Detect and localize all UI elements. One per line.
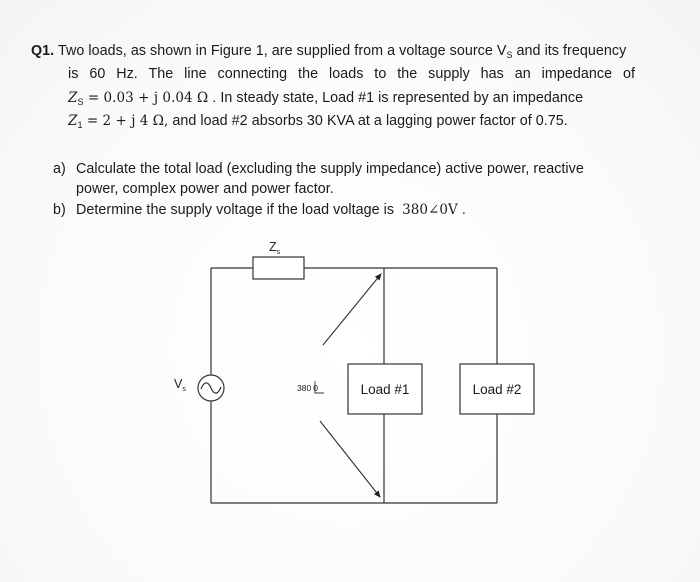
zs-subscript: S bbox=[77, 97, 84, 107]
vs-label: $V_s$ bbox=[174, 377, 186, 393]
voltage-arrow-top bbox=[323, 274, 381, 345]
question-text-1-end: and its frequency bbox=[512, 43, 627, 59]
zs-impedance-box bbox=[253, 257, 304, 279]
part-b-text: Determine the supply voltage if the load voltage is bbox=[76, 202, 395, 218]
part-b-voltage: 380∠0V bbox=[402, 202, 458, 218]
zs-expression: = 0.03 + j 0.04 Ω bbox=[83, 90, 209, 106]
z1-subscript: 1 bbox=[77, 120, 83, 130]
load-voltage-label: 380 0 bbox=[297, 383, 318, 393]
question-number: Q1. bbox=[31, 43, 55, 59]
part-a-label: a) bbox=[53, 161, 66, 177]
zs-label: $Z_s$ bbox=[269, 240, 281, 256]
question-line-2: is 60 Hz. The line connecting the loads to the supply has an impedance of bbox=[68, 66, 635, 82]
part-b-end: . bbox=[457, 202, 466, 218]
part-a-line-2: power, complex power and power factor. bbox=[76, 181, 334, 197]
load1-label: Load #1 bbox=[360, 382, 410, 397]
voltage-arrow-bottom bbox=[320, 421, 380, 497]
part-b-label: b) bbox=[53, 202, 66, 218]
z1-symbol: Z bbox=[68, 113, 78, 129]
vs-subscript: S bbox=[506, 50, 513, 60]
question-text-1: Two loads, as shown in Figure 1, are supplied from a voltage source V bbox=[57, 43, 507, 59]
z1-expression: = 2 + j 4 Ω, bbox=[82, 113, 169, 129]
zs-symbol: Z bbox=[68, 90, 78, 106]
load2-label: Load #2 bbox=[472, 382, 522, 397]
question-text-3: . In steady state, Load #1 is represented by an impedance bbox=[208, 90, 584, 106]
part-a-text-1: Calculate the total load (excluding the supply impedance) active power, reactive bbox=[76, 161, 584, 177]
question-text-4: and load #2 absorbs 30 KVA at a lagging power factor of 0.75. bbox=[168, 113, 568, 129]
